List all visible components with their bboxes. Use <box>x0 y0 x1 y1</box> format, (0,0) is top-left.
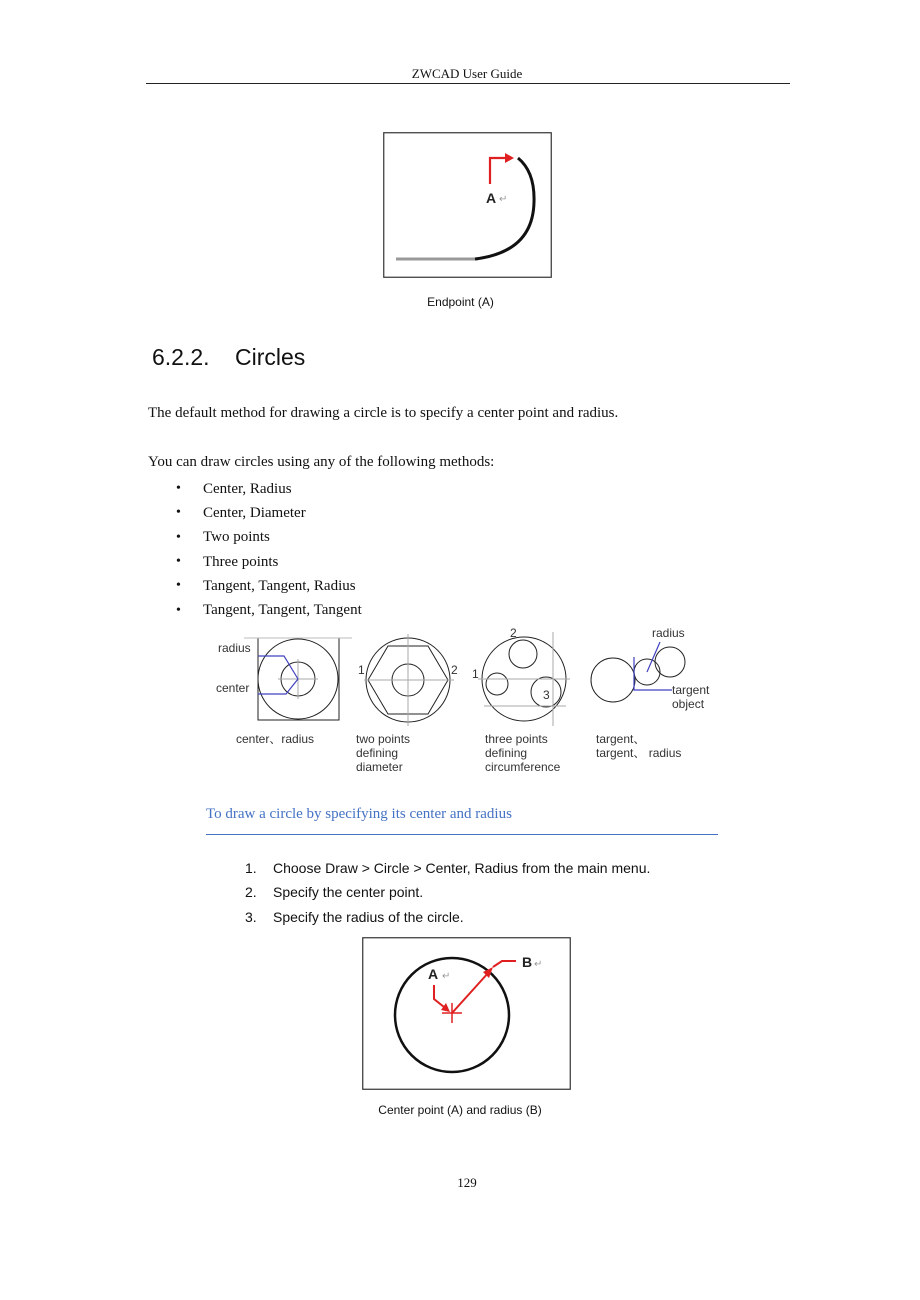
circle-methods-diagram <box>214 622 718 778</box>
bullet-icon: • <box>176 602 181 618</box>
procedure-heading: To draw a circle by specifying its center and radius <box>206 806 512 822</box>
methods-list <box>176 477 362 623</box>
intro-paragraph-2: You can draw circles using any of the following methods: <box>148 454 495 470</box>
figure-caption-center-radius: Center point (A) and radius (B) <box>378 1103 542 1117</box>
endpoint-figure <box>383 132 552 278</box>
ttr-radius-label: radius <box>652 626 685 640</box>
point-a-label: A <box>486 190 497 206</box>
section-number: 6.2.2. <box>152 344 210 370</box>
caption-center-radius: center、radius <box>236 732 315 746</box>
center-leader <box>258 679 298 694</box>
figure-caption-endpoint: Endpoint (A) <box>427 295 494 309</box>
list-item: 2. Specify the center point. <box>245 884 424 901</box>
point-a-label: A <box>428 966 439 982</box>
center-label: center <box>216 681 250 695</box>
radius-leader <box>258 656 298 679</box>
list-item: • Center, Radius <box>176 480 292 497</box>
caption-two-points-line1: two points <box>356 732 411 746</box>
list-item: • Two points <box>176 529 270 546</box>
point-1-label-three: 1 <box>472 667 479 681</box>
caption-three-points-line2: defining <box>485 746 528 760</box>
list-item: • Center, Diameter <box>176 504 306 521</box>
return-mark-icon: ↵ <box>442 971 451 982</box>
bullet-icon: • <box>176 578 181 594</box>
section-heading <box>152 344 305 371</box>
caption-three-points-line1: three points <box>485 732 548 746</box>
header-rule <box>146 83 790 84</box>
return-mark-icon: ↵ <box>499 194 508 205</box>
figure-frame <box>384 133 552 278</box>
bullet-icon: • <box>176 481 181 497</box>
ttr-panel <box>591 647 685 702</box>
bullet-icon: • <box>176 554 181 570</box>
radius-label: radius <box>218 641 251 655</box>
bullet-icon: • <box>176 505 181 521</box>
point-3-label-three: 3 <box>543 688 550 702</box>
list-item: 1. Choose Draw > Circle > Center, Radius from the main menu. <box>245 860 651 877</box>
point-1-label: 1 <box>358 663 365 677</box>
procedure-rule <box>206 834 718 835</box>
page-header-title: ZWCAD User Guide <box>411 66 523 81</box>
point-2-label-three: 2 <box>510 626 517 640</box>
ttr-object-leader <box>634 657 672 690</box>
point-b-label: B <box>522 954 533 970</box>
three-points-panel <box>478 632 570 726</box>
intro-paragraph-1: The default method for drawing a circle is to specify a center point and radius. <box>148 405 619 421</box>
caption-two-points-line2: defining <box>356 746 399 760</box>
list-item: • Tangent, Tangent, Tangent <box>176 602 362 619</box>
page-number: 129 <box>457 1175 477 1190</box>
tangent-object-label-line2: object <box>672 697 705 711</box>
ttr-radius-leader <box>647 642 660 672</box>
procedure-steps <box>245 856 650 929</box>
two-points-panel <box>364 634 454 726</box>
caption-two-points-line3: diameter <box>356 760 403 774</box>
caption-three-points-line3: circumference <box>485 760 561 774</box>
tangent-object-label-line1: targent <box>672 683 710 697</box>
bullet-icon: • <box>176 529 181 545</box>
point-2-label: 2 <box>451 663 458 677</box>
center-radius-figure <box>362 937 571 1090</box>
list-item: • Three points <box>176 553 279 570</box>
list-item: 3. Specify the radius of the circle. <box>245 908 464 925</box>
caption-ttr-line1: targent、 <box>596 732 646 746</box>
section-title: Circles <box>235 344 306 370</box>
return-mark-icon: ↵ <box>534 959 543 970</box>
caption-ttr-line2: targent、 radius <box>596 746 682 760</box>
list-item: • Tangent, Tangent, Radius <box>176 577 356 594</box>
